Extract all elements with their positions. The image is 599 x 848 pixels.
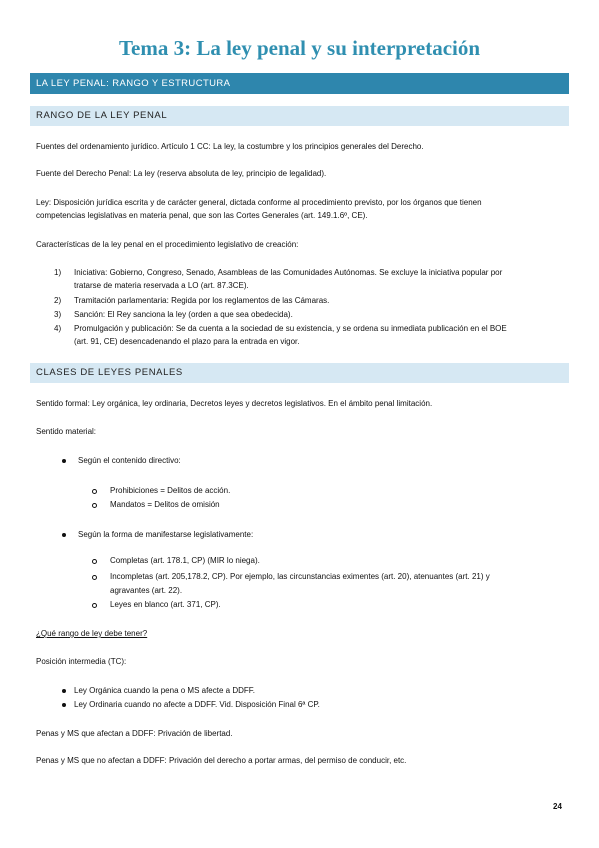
section-heading-rango: RANGO DE LA LEY PENAL [30, 106, 569, 126]
section-heading-main: LA LEY PENAL: RANGO Y ESTRUCTURA [30, 73, 569, 94]
section-heading-clases: CLASES DE LEYES PENALES [30, 363, 569, 383]
list-item: Completas (art. 178.1, CP) (MIR lo niega). [110, 556, 260, 565]
paragraph-caracteristicas: Características de la ley penal en el procedimiento legislativo de creación: [36, 240, 299, 249]
bullet-icon [62, 703, 66, 707]
list-item: Mandatos = Delitos de omisión [110, 500, 220, 509]
step-number: 1) [54, 268, 62, 277]
list-item: Prohibiciones = Delitos de acción. [110, 486, 231, 495]
bullet-icon [62, 689, 66, 693]
circle-bullet-icon [92, 489, 97, 494]
step-number: 4) [54, 324, 62, 333]
step-text-cont: (art. 91, CE) desencadenando el plazo para la entrada en vigor. [74, 337, 300, 346]
list-item: Leyes en blanco (art. 371, CP). [110, 600, 221, 609]
bullet-icon [62, 459, 66, 463]
list-item: Ley Ordinaria cuando no afecte a DDFF. Vid. Disposición Final 6ª CP. [74, 700, 320, 709]
bullet-icon [62, 533, 66, 537]
list-item: Ley Orgánica cuando la pena o MS afecte a DDFF. [74, 686, 255, 695]
step-text: Iniciativa: Gobierno, Congreso, Senado, Asambleas de las Comunidades Autónomas. Se excluye la iniciativa popular por [74, 268, 503, 277]
paragraph-posicion: Posición intermedia (TC): [36, 657, 127, 666]
list-item: Incompletas (art. 205,178.2, CP). Por ejemplo, las circunstancias eximentes (art. 20), atenuantes (art. 21) y [110, 572, 490, 581]
paragraph-fuentes: Fuentes del ordenamiento jurídico. Artículo 1 CC: La ley, la costumbre y los principios generales del Derecho. [36, 142, 424, 151]
step-number: 2) [54, 296, 62, 305]
paragraph-fuente-penal: Fuente del Derecho Penal: La ley (reserva absoluta de ley, principio de legalidad). [36, 169, 327, 178]
paragraph-sentido-material: Sentido material: [36, 427, 97, 436]
bullet-contenido-directivo: Según el contenido directivo: [78, 456, 181, 465]
circle-bullet-icon [92, 503, 97, 508]
circle-bullet-icon [92, 603, 97, 608]
step-text: Promulgación y publicación: Se da cuenta a la sociedad de su existencia, y se ordena su inmediata publicación en el BOE [74, 324, 507, 333]
page-title: Tema 3: La ley penal y su interpretación [118, 36, 481, 60]
step-text: Sanción: El Rey sanciona la ley (orden a que sea obedecida). [74, 310, 293, 319]
circle-bullet-icon [92, 575, 97, 580]
circle-bullet-icon [92, 559, 97, 564]
page-number: 24 [553, 802, 562, 811]
bullet-forma-legislativa: Según la forma de manifestarse legislativamente: [78, 530, 254, 539]
paragraph-penas-ddff: Penas y MS que afectan a DDFF: Privación de libertad. [36, 729, 233, 738]
paragraph-ley-line2: competencias legislativas en materia penal, que son las Cortes Generales (art. 149.1.6º, CE). [36, 211, 368, 220]
step-number: 3) [54, 310, 62, 319]
list-item-cont: agravantes (art. 22). [110, 586, 183, 595]
paragraph-sentido-formal: Sentido formal: Ley orgánica, ley ordinaria, Decretos leyes y decretos legislativos. En el ámbito penal limitación. [36, 399, 433, 408]
question-heading: ¿Qué rango de ley debe tener? [36, 629, 148, 638]
step-text: Tramitación parlamentaria: Regida por los reglamentos de las Cámaras. [74, 296, 330, 305]
paragraph-penas-no-ddff: Penas y MS que no afectan a DDFF: Privación del derecho a portar armas, del permiso de conducir, etc. [36, 756, 407, 765]
step-text-cont: tratarse de materia reservada a LO (art. 87.3CE). [74, 281, 249, 290]
paragraph-ley-line1: Ley: Disposición jurídica escrita y de carácter general, dictada conforme al procedimiento previsto, por los órganos que tienen [36, 198, 482, 207]
